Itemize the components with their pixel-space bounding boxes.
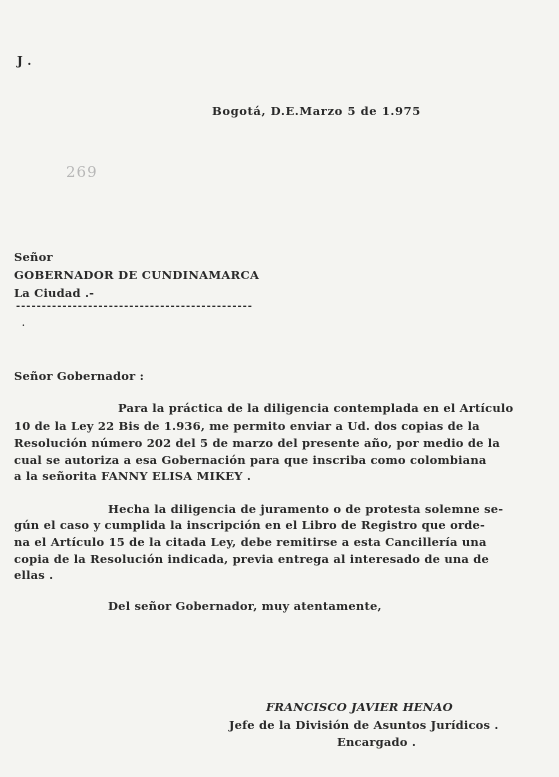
paragraph-2-line: ellas . <box>14 568 54 582</box>
paragraph-2-line: na el Artículo 15 de la citada Ley, debe remitirse a esta Cancillería una <box>14 535 487 549</box>
salutation: Señor Gobernador : <box>14 369 145 383</box>
recipient-city: La Ciudad .- <box>14 286 95 300</box>
reference-number-stamp: 269 <box>66 163 98 181</box>
paragraph-1-line: a la señorita FANNY ELISA MIKEY . <box>14 469 252 483</box>
address-separator: ---------------------------------------------- <box>16 301 253 312</box>
closing-line: Del señor Gobernador, muy atentamente, <box>108 599 382 613</box>
date-line: Bogotá, D.E.Marzo 5 de 1.975 <box>212 104 421 118</box>
paragraph-2-line: gún el caso y cumplida la inscripción en el Libro de Registro que orde- <box>14 518 485 532</box>
stray-mark: . <box>22 318 25 328</box>
paragraph-1-line: 10 de la Ley 22 Bis de 1.936, me permito enviar a Ud. dos copias de la <box>14 419 480 433</box>
signatory-role: Encargado . <box>337 735 417 749</box>
paragraph-1-line: Para la práctica de la diligencia contemplada en el Artículo <box>118 401 514 415</box>
paragraph-2-line: copia de la Resolución indicada, previa entrega al interesado de una de <box>14 552 490 566</box>
file-initial: J . <box>17 54 32 68</box>
recipient-honorific: Señor <box>14 250 53 264</box>
paragraph-1-line: Resolución número 202 del 5 de marzo del presente año, por medio de la <box>14 436 501 450</box>
recipient-title: GOBERNADOR DE CUNDINAMARCA <box>14 268 260 282</box>
paragraph-1-line: cual se autoriza a esa Gobernación para que inscriba como colombiana <box>14 453 487 467</box>
signatory-name: FRANCISCO JAVIER HENAO <box>266 700 453 714</box>
signatory-title: Jefe de la División de Asuntos Jurídicos . <box>229 718 499 732</box>
paragraph-2-line: Hecha la diligencia de juramento o de protesta solemne se- <box>108 502 504 516</box>
